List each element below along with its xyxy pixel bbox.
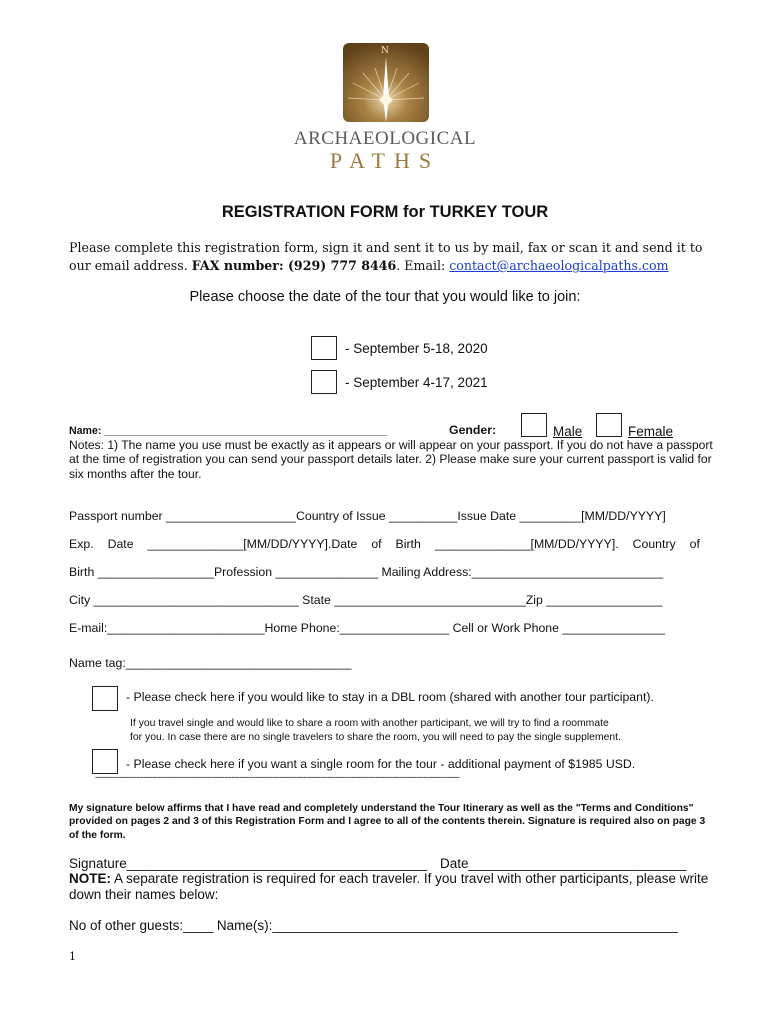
- row2-word: Exp.: [69, 537, 94, 551]
- row2-word: of: [371, 537, 382, 551]
- name-field-label: Name: ________________________________________________: [69, 425, 388, 437]
- note-label: NOTE:: [69, 871, 111, 886]
- signature-field[interactable]: Signature________________________________________: [69, 856, 428, 871]
- row2-word: Date: [107, 537, 134, 551]
- logo-name-line2: PATHS: [329, 148, 441, 173]
- logo-mark: [343, 43, 429, 122]
- logo-name-line1: ARCHAEOLOGICAL: [293, 128, 477, 149]
- single-room-label: - Please check here if you want a single room for the tour - additional payment of $1985 USD.: [126, 757, 636, 771]
- gender-male-checkbox[interactable]: [521, 413, 547, 437]
- date-2021-checkbox[interactable]: [311, 370, 337, 394]
- note-text: A separate registration is required for each traveler. If you travel with other participants, please write down their names below:: [69, 871, 709, 902]
- name-tag-row[interactable]: Name tag:_________________________________: [69, 656, 352, 670]
- date-2020-checkbox[interactable]: [311, 336, 337, 360]
- fax-number: FAX number: (929) 777 8446: [191, 258, 397, 273]
- dbl-room-checkbox[interactable]: [92, 686, 118, 711]
- expiry-birth-row[interactable]: [69, 537, 700, 551]
- gender-label: Gender:: [449, 423, 497, 437]
- intro-text-1: Please complete this registration form, sign it and sent it to us by mail, fax or scan it and send it to our email address.: [69, 240, 703, 273]
- single-room-checkbox[interactable]: [92, 749, 118, 774]
- date-2020-label: - September 5-18, 2020: [345, 341, 488, 356]
- birth-date-field[interactable]: ______________[MM/DD/YYYY].: [434, 537, 619, 551]
- notes-text: Notes: 1) The name you use must be exactly as it appears or will appear on your passport. If you do not have a passport at the time of registration you can send your passport details later. 2) Please make sure your current passport is valid for six months after the tour.: [69, 438, 713, 481]
- date-2021-label: - September 4-17, 2021: [345, 375, 488, 390]
- row2-word: Birth: [395, 537, 421, 551]
- gender-male-label: Male: [553, 424, 583, 439]
- intro-text-2: . Email:: [396, 258, 450, 273]
- gender-female-label: Female: [628, 424, 674, 439]
- note-paragraph: [69, 871, 709, 903]
- city-state-zip-row[interactable]: City ______________________________ State ____________________________Zip _________________: [69, 593, 663, 607]
- email-link[interactable]: contact@archaeologicalpaths.com: [449, 258, 669, 273]
- dbl-room-label: - Please check here if you would like to stay in a DBL room (shared with another tour participant).: [126, 690, 654, 704]
- page-title: REGISTRATION FORM for TURKEY TOUR: [221, 203, 549, 221]
- dbl-room-note-1: If you travel single and would like to share a room with another participant, we will try to find a roommate: [130, 718, 609, 729]
- exp-date-field[interactable]: ______________[MM/DD/YYYY].Date: [147, 537, 358, 551]
- row2-word: of: [689, 537, 700, 551]
- date-choice-prompt: Please choose the date of the tour that you would like to join:: [189, 289, 581, 305]
- dashed-divider: --------------------------------------------------------------------------------------------------------------------------------------------------------: [95, 772, 460, 782]
- passport-row[interactable]: Passport number ___________________Country of Issue __________Issue Date _________[MM/DD/YYYY]: [69, 509, 666, 523]
- other-guests-field[interactable]: No of other guests:____ Name(s):______________________________________________________: [69, 918, 678, 933]
- date-field[interactable]: Date_____________________________: [440, 856, 687, 871]
- affirmation-text: My signature below affirms that I have read and completely understand the Tour Itinerary as well as the "Terms and Conditions" provided on pages 2 and 3 of this Registration Form and I agree to all of the contents therein. Signature is required also on page 3 of the form.: [69, 803, 706, 841]
- dbl-room-note-2: for you. In case there are no single travelers to share the room, you will need to pay the single supplement.: [130, 732, 621, 743]
- intro-paragraph: [69, 239, 709, 275]
- row2-word: Country: [632, 537, 676, 551]
- logo-north-letter: N: [381, 46, 389, 56]
- birth-profession-address-row[interactable]: Birth _________________Profession _______________ Mailing Address:____________________________: [69, 565, 664, 579]
- page-number: 1: [69, 950, 76, 963]
- email-phone-row[interactable]: E-mail:_______________________Home Phone:________________ Cell or Work Phone _______________: [69, 621, 665, 635]
- gender-female-checkbox[interactable]: [596, 413, 622, 437]
